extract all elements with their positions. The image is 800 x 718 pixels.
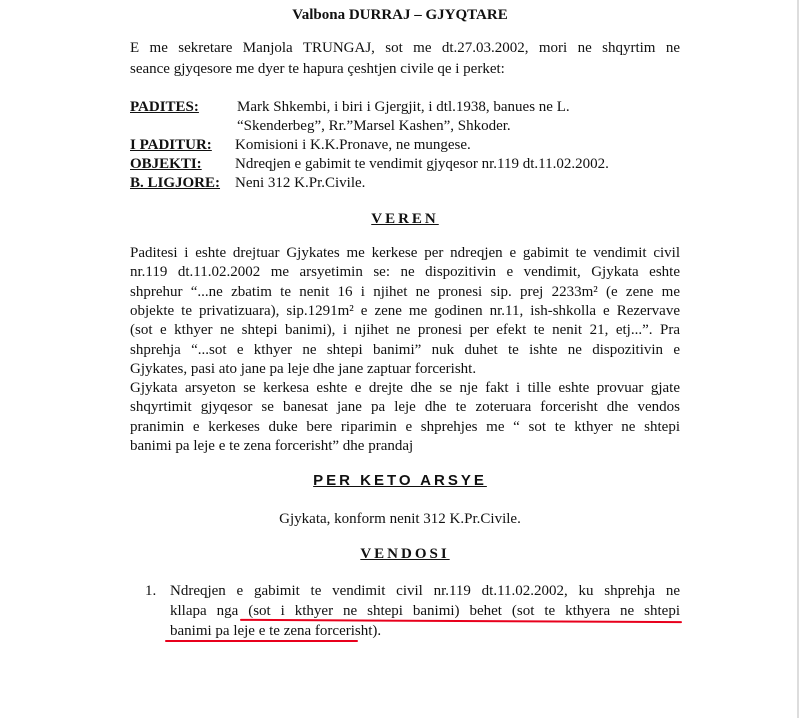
party-value: Mark Shkembi, i biri i Gjergjit, i dtl.1938, banues ne L. (237, 99, 570, 115)
veren-line: shqyrtimit gjyqesor se banesat jane pa leje dhe te zoteruara forcerisht dhe vendos (130, 399, 680, 416)
party-label-i-paditur: I PADITUR: (130, 137, 212, 153)
judge-title: Valbona DURRAJ – GJYQTARE (292, 7, 508, 23)
item-number: 1. (145, 583, 157, 599)
veren-line: (sot e kthyer ne shtepi banimi), i njihet ne pronesi per efekt te nenit 21, etj...”. Pra (130, 322, 680, 339)
scan-edge (797, 0, 799, 718)
arsye-text: Gjykata, konform nenit 312 K.Pr.Civile. (279, 511, 521, 527)
party-value: Komisioni i K.K.Pronave, ne mungese. (235, 137, 471, 153)
per-keto-arsye-heading: PER KETO ARSYE (313, 472, 487, 489)
veren-line: Gjykata arsyeton se kerkesa eshte e drejte dhe se nje fakt i tille eshte provuar gjate (130, 380, 680, 397)
veren-heading: VEREN (371, 211, 439, 227)
party-label-baza-ligjore: B. LIGJORE: (130, 175, 221, 191)
veren-line: Gjykates, pasi ato jane pa leje dhe jane zaptuar forcerisht. (130, 360, 477, 377)
veren-line: banimi pa leje e te zena forcerisht” dhe prandaj (130, 438, 414, 454)
veren-line: objekte te privatizuara), sip.1291m² e zene me godinen nr.11, ish-shkolla e Rezervave (130, 302, 680, 319)
item-line: kllapa nga (sot i kthyer ne shtepi banimi) behet (sot te kthyera ne shtepi (170, 603, 680, 619)
party-value: Ndreqjen e gabimit te vendimit gjyqesor nr.119 dt.11.02.2002. (235, 156, 609, 172)
party-label-objekti: OBJEKTI: (130, 156, 202, 172)
veren-line: pranimin e kerkeses duke bere riparimin e shprehjes me “ sot te kthyer ne shtepi (130, 418, 680, 435)
veren-line: nr.119 dt.11.02.2002 me arsyetimin se: ne dispozitivin e vendimit, Gjykata eshte (130, 264, 680, 281)
intro-line: E me sekretare Manjola TRUNGAJ, sot me dt.27.03.2002, mori ne shqyrtim ne (130, 40, 680, 56)
vendosi-heading: VENDOSI (360, 546, 450, 562)
party-label-padites: PADITES: (130, 99, 199, 115)
item-line: Ndreqjen e gabimit te vendimit civil nr.119 dt.11.02.2002, ku shprehja ne (170, 583, 680, 599)
party-value: Neni 312 K.Pr.Civile. (235, 175, 366, 191)
veren-line: Paditesi i eshte drejtuar Gjykates me kerkese per ndreqjen e gabimit te vendimit civil (130, 245, 680, 261)
party-value: “Skenderbeg”, Rr.”Marsel Kashen”, Shkoder. (237, 118, 511, 134)
intro-line: seance gjyqesore me dyer te hapura çeshtjen civile qe i perket: (130, 61, 505, 77)
veren-line: shprehja “...sot e kthyer ne shtepi banimi” nuk duhet te ishte ne dispozitivin e (130, 341, 680, 358)
veren-line: shprehur “...ne zbatim te nenit 16 i njihet ne pronesi sip. prej 2233m² (e zene me (130, 283, 680, 300)
item-line: banimi pa leje e te zena forcerisht). (170, 623, 382, 639)
red-underline-mark (165, 640, 358, 642)
